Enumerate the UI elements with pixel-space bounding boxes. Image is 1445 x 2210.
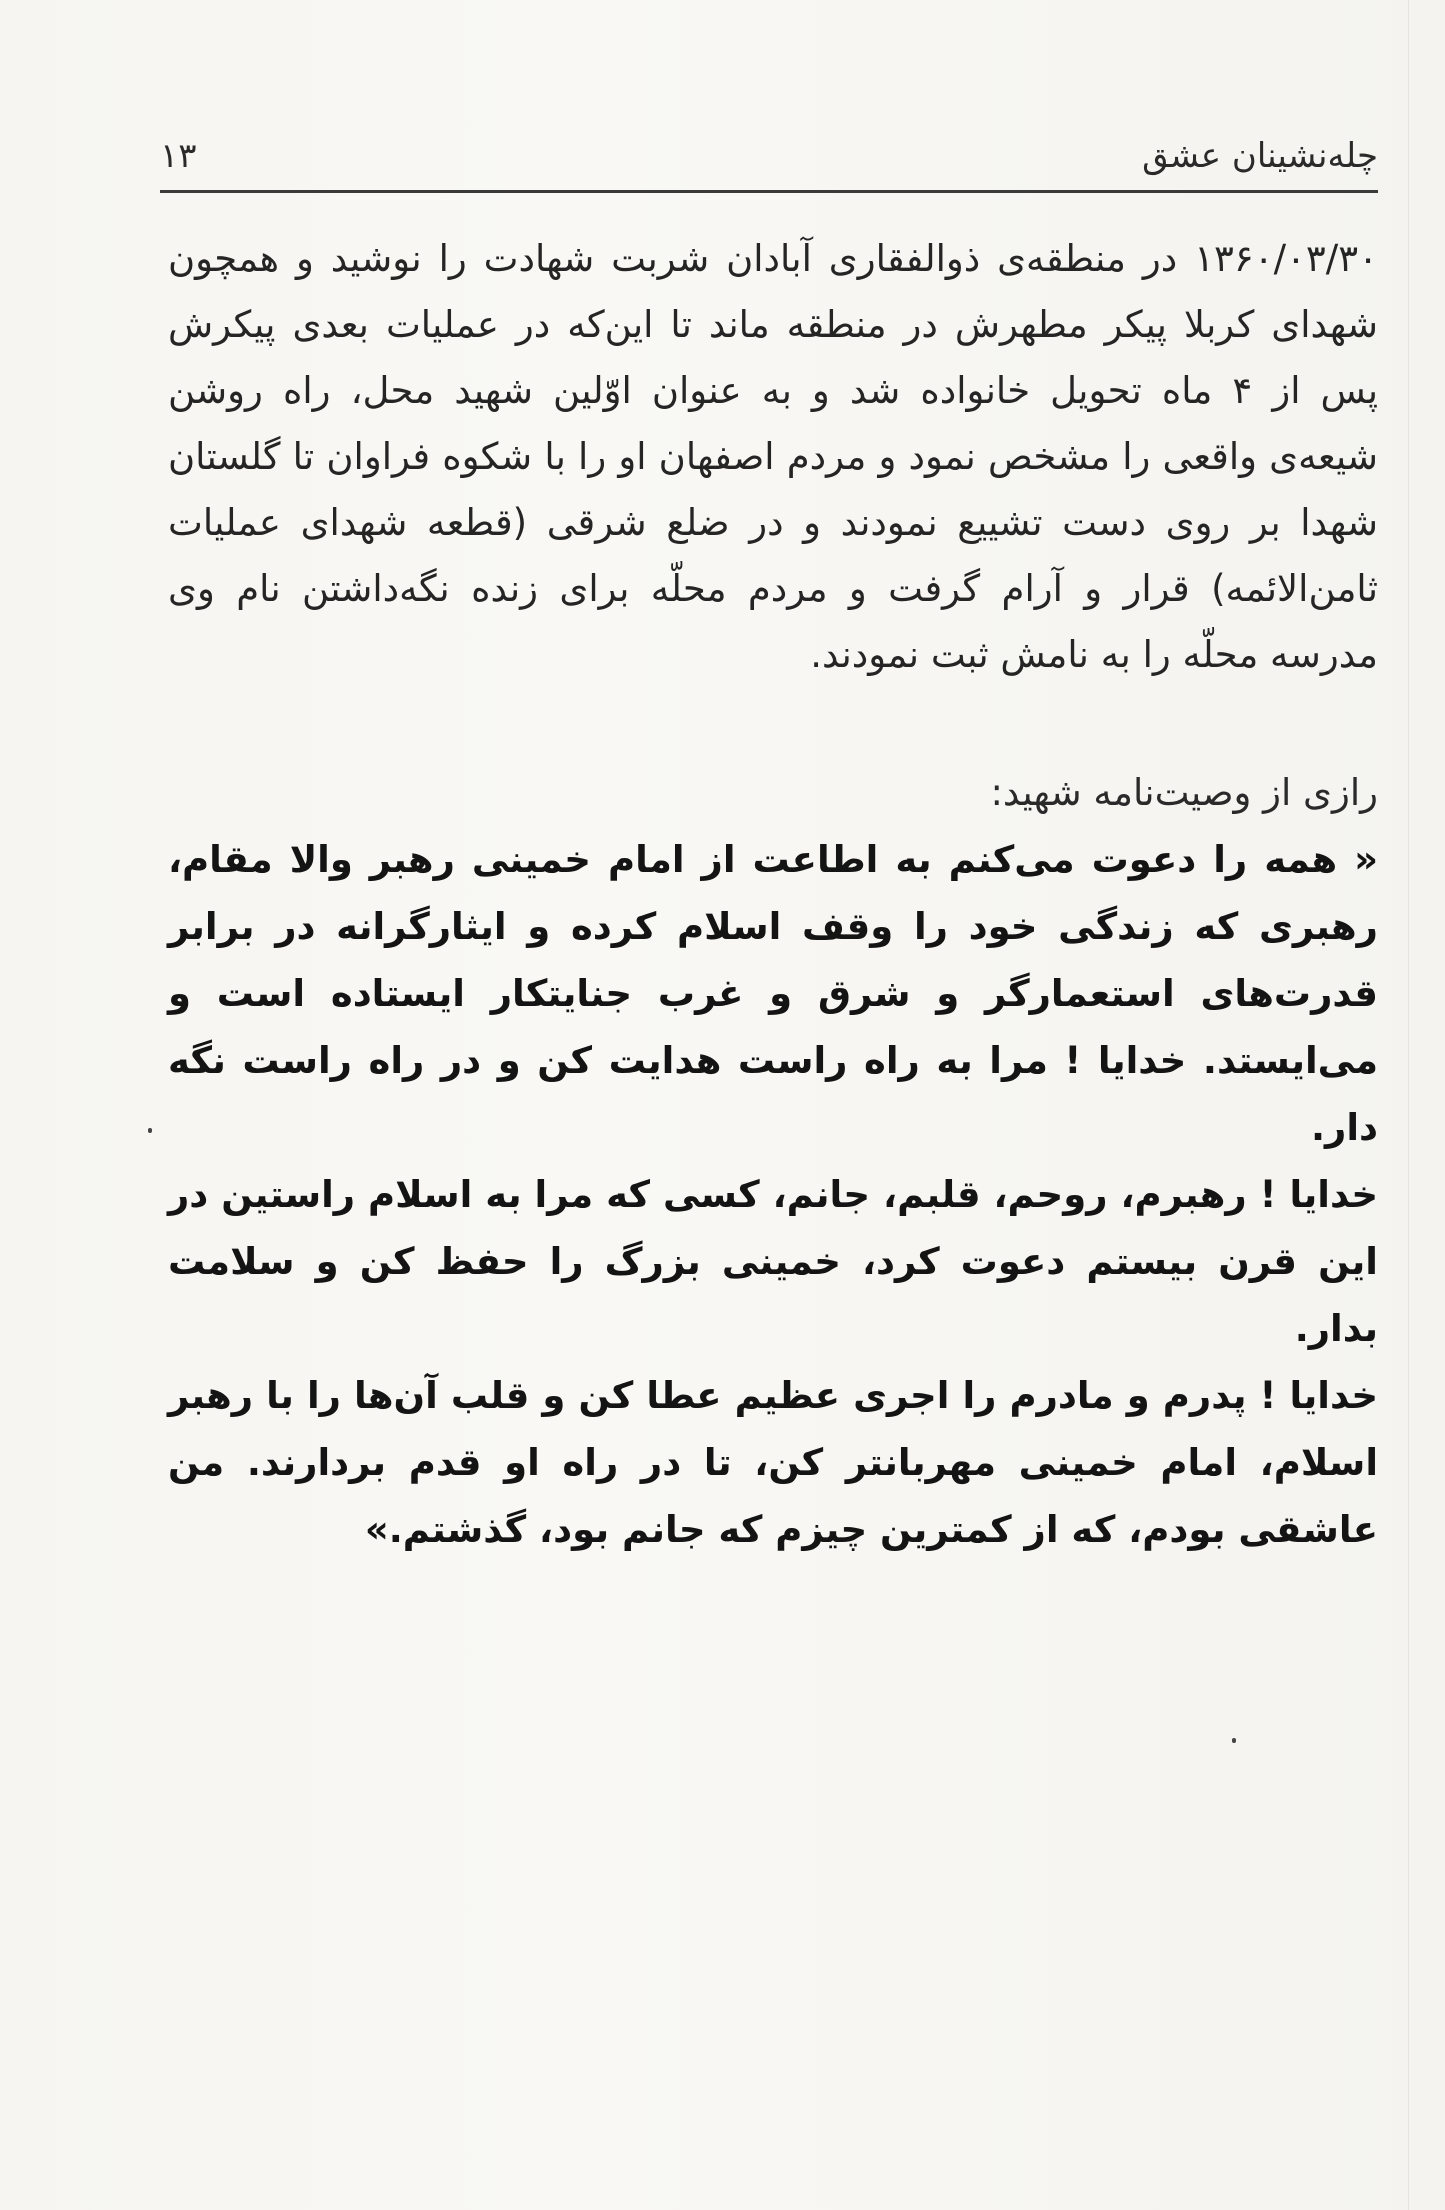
- testament-paragraph: خدایا ! پدرم و مادرم را اجری عظیم عطا کن و قلب آن‌ها را با رهبر اسلام، امام خمینی مهربانتر کن، تا در راه او قدم بردارند. من عاشقی بودم، که از کمترین چیزم که جانم بود، گذشتم.»: [168, 1374, 1378, 1551]
- page-header: [160, 128, 1378, 190]
- page-edge-shadow: [1408, 0, 1409, 2210]
- testament-paragraph: خدایا ! رهبرم، روحم، قلبم، جانم، کسی که مرا به اسلام راستین در این قرن بیستم دعوت کرد، خمینی بزرگ را حفظ کن و سلامت بدار.: [168, 1173, 1378, 1350]
- ink-speck: [148, 1128, 152, 1133]
- testament-heading: رازی از وصیت‌نامه شهید:: [990, 771, 1378, 814]
- running-title: چله‌نشینان عشق: [1142, 136, 1378, 176]
- intro-paragraph: ۱۳۶۰/۰۳/۳۰ در منطقه‌ی ذوالفقاری آبادان شربت شهادت را نوشید و همچون شهدای کربلا پیکر مطهرش در منطقه ماند تا این‌که در عملیات بعدی پیکرش پس از ۴ ماه تحویل خانواده شد و به عنوان اوّلین شهید محل، راه روشن شیعه‌ی واقعی را مشخص نمود و مردم اصفهان او را با شکوه فراوان تا گلستان شهدا بر روی دست تشییع نمودند و در ضلع شرقی (قطعه شهدای عملیات ثامن‌الائمه) قرار و آرام گرفت و مردم محلّه برای زنده نگه‌داشتن نام وی مدرسه محلّه را به نامش ثبت نمودند.: [168, 237, 1379, 676]
- ink-speck: [1232, 1738, 1236, 1743]
- testament-quote: [168, 826, 1378, 1563]
- header-rule: [160, 190, 1378, 193]
- page-number: ۱۳: [160, 136, 197, 176]
- testament-paragraph: « همه را دعوت می‌کنم به اطاعت از امام خمینی رهبر والا مقام، رهبری که زندگی خود را وقف اسلام کرده و ایثارگرانه در برابر قدرت‌های استعمارگر و شرق و غرب جنایتکار ایستاده است و می‌ایستد. خدایا ! مرا به راه راست هدایت کن و در راه راست نگه دار.: [168, 838, 1378, 1149]
